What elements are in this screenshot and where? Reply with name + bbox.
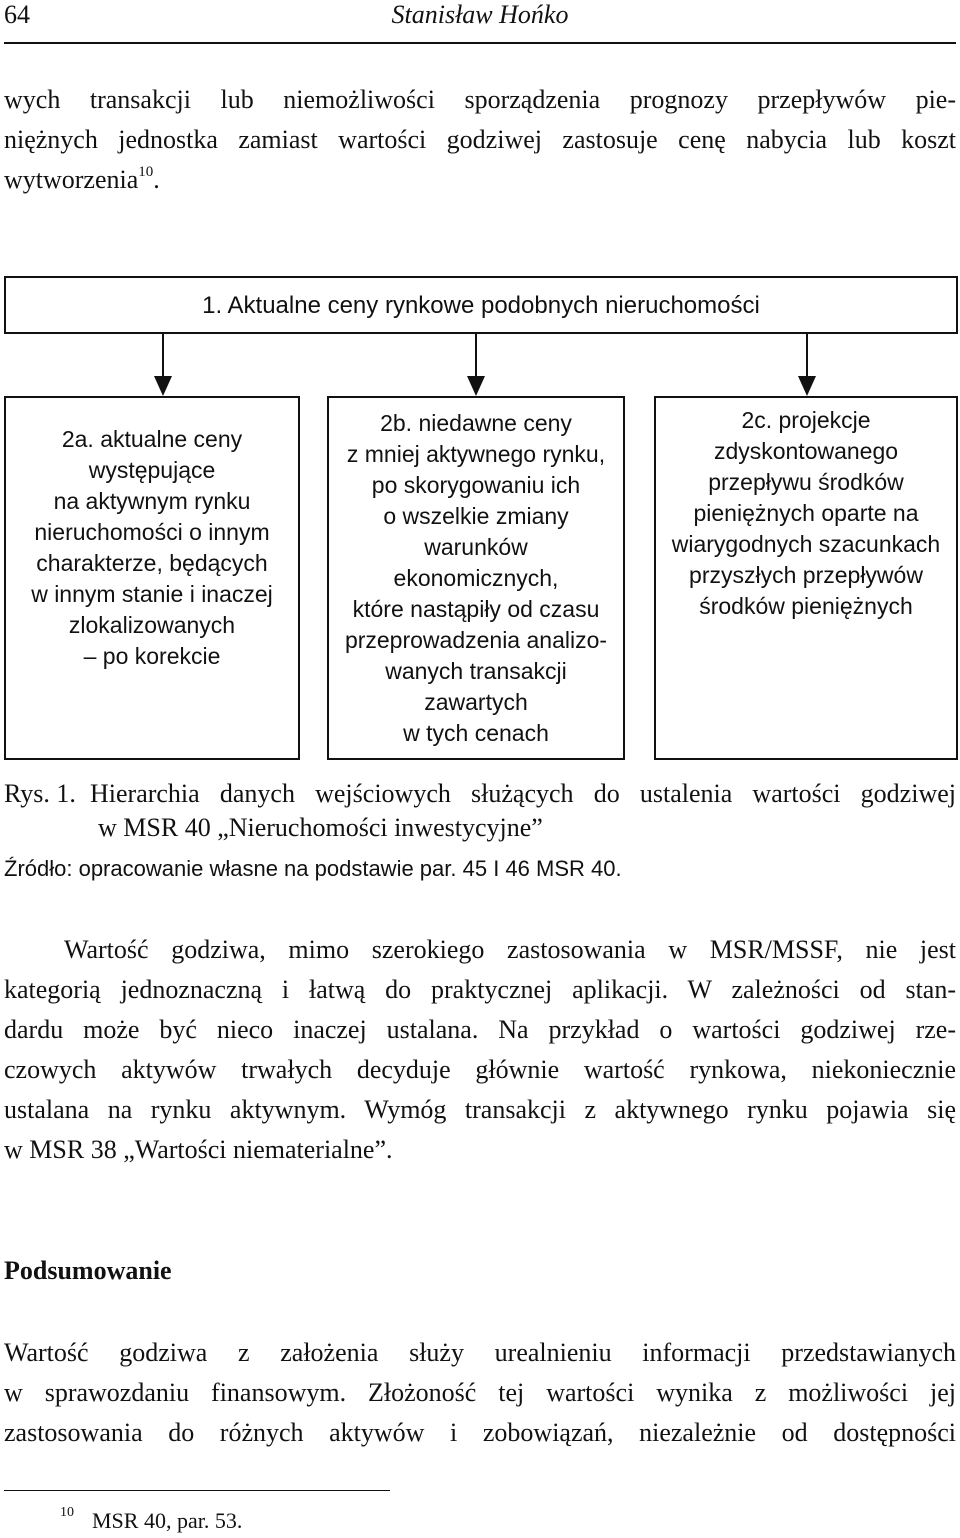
box-2b-line: ekonomicznych,	[393, 564, 559, 591]
diagram-box-2a	[4, 396, 300, 760]
box-2b-line: przeprowadzenia analizo-	[344, 626, 608, 653]
box-2c-line: zdyskontowanego	[713, 437, 899, 464]
summary-line: w sprawozdaniu finansowym. Złożoność tej wartości wynika z możliwości jej	[4, 1378, 956, 1407]
box-2a-line: charakterze, będących	[36, 550, 268, 576]
intro-line-1: wych transakcji lub niemożliwości sporządzenia prognozy przepływów pie-	[4, 85, 956, 114]
body-line: ustalana na rynku aktywnym. Wymóg transakcji z aktywnego rynku pojawia się	[4, 1095, 956, 1124]
footnote-rule	[4, 1490, 390, 1491]
body-line: czowych aktywów trwałych decyduje głównie wartość rynkowa, niekoniecznie	[4, 1055, 956, 1084]
box-2b-line: warunków	[424, 533, 528, 560]
section-heading: Podsumowanie	[4, 1256, 172, 1285]
body-line: w MSR 38 „Wartości niematerialne”.	[4, 1135, 393, 1164]
page-number: 64	[4, 0, 30, 29]
arrow-to-2b-line	[475, 334, 477, 378]
intro-line-3	[4, 160, 956, 200]
summary-line: zastosowania do różnych aktywów i zobowiązań, niezależnie od dostępności	[4, 1418, 956, 1447]
box-2a-line: zlokalizowanych	[68, 612, 236, 638]
footnote	[60, 1505, 243, 1534]
footnote-ref-10: 10	[138, 164, 154, 180]
box-2a-line: na aktywnym rynku	[53, 488, 251, 514]
diagram-box-2b	[327, 396, 625, 760]
arrow-to-2c-line	[806, 334, 808, 378]
intro-paragraph	[4, 80, 956, 200]
body-line: Wartość godziwa, mimo szerokiego zastosowania w MSR/MSSF, nie jest	[64, 935, 956, 964]
box-2c-line: przepływu środków	[708, 468, 904, 495]
diagram-box-2c	[654, 396, 958, 760]
summary-paragraph	[4, 1333, 956, 1453]
box-2c-line: 2c. projekcje	[741, 406, 871, 433]
box-2b-line: po skorygowaniu ich	[371, 471, 581, 498]
figure-source-note: Źródło: opracowanie własne na podstawie par. 45 I 46 MSR 40.	[4, 856, 622, 881]
footnote-text: MSR 40, par. 53.	[92, 1508, 243, 1533]
box-2c-line: wiarygodnych szacunkach	[671, 530, 941, 557]
arrow-to-2a-head	[154, 376, 172, 396]
diagram-top-box	[4, 276, 958, 334]
box-2b-line: o wszelkie zmiany	[383, 502, 569, 529]
summary-line: Wartość godziwa z założenia służy urealnieniu informacji przedstawianych	[4, 1338, 956, 1367]
top-box-label: 1. Aktualne ceny rynkowe podobnych nieruchomości	[202, 291, 760, 319]
box-2c-line: przyszłych przepływów	[689, 561, 923, 588]
figure-caption	[4, 777, 956, 845]
arrow-to-2c-head	[798, 376, 816, 396]
box-2b-line: zawartych	[424, 688, 528, 715]
figure-caption-line-2: w MSR 40 „Nieruchomości inwestycyjne”	[98, 813, 543, 842]
box-2a-line: nieruchomości o innym	[34, 519, 270, 545]
arrow-to-2b-head	[467, 376, 485, 396]
body-paragraph	[4, 930, 956, 1170]
footnote-number: 10	[60, 1505, 74, 1520]
figure-caption-line-1: Hierarchia danych wejściowych służących do ustalenia wartości godziwej	[90, 779, 956, 808]
box-2b-line: w tych cenach	[403, 719, 549, 746]
box-2a-line: występujące	[88, 457, 216, 483]
figure-caption-label: Rys. 1.	[4, 779, 76, 808]
box-2b-line: które nastąpiły od czasu	[352, 595, 600, 622]
arrow-to-2a-line	[162, 334, 164, 378]
box-2c-line: środków pieniężnych	[699, 592, 913, 619]
body-line: dardu może być nieco inaczej ustalana. Na przykład o wartości godziwej rze-	[4, 1015, 956, 1044]
running-header-author: Stanisław Hońko	[391, 0, 569, 29]
body-line: kategorią jednoznaczną i łatwą do praktycznej aplikacji. W zależności od stan-	[4, 975, 956, 1004]
box-2a-line: – po korekcie	[83, 643, 221, 669]
intro-line-2: niężnych jednostka zamiast wartości godziwej zastosuje cenę nabycia lub koszt	[4, 125, 956, 154]
box-2a-line: w innym stanie i inaczej	[31, 581, 273, 607]
box-2c-line: pieniężnych oparte na	[693, 499, 919, 526]
header-rule	[4, 42, 956, 44]
box-2b-line: wanych transakcji	[385, 657, 567, 684]
box-2a-line: 2a. aktualne ceny	[61, 426, 243, 452]
intro-line-3-end: .	[153, 165, 160, 194]
box-2b-line: 2b. niedawne ceny	[380, 409, 572, 436]
intro-line-3-text: wytworzenia	[4, 165, 139, 194]
box-2b-line: z mniej aktywnego rynku,	[346, 440, 606, 467]
